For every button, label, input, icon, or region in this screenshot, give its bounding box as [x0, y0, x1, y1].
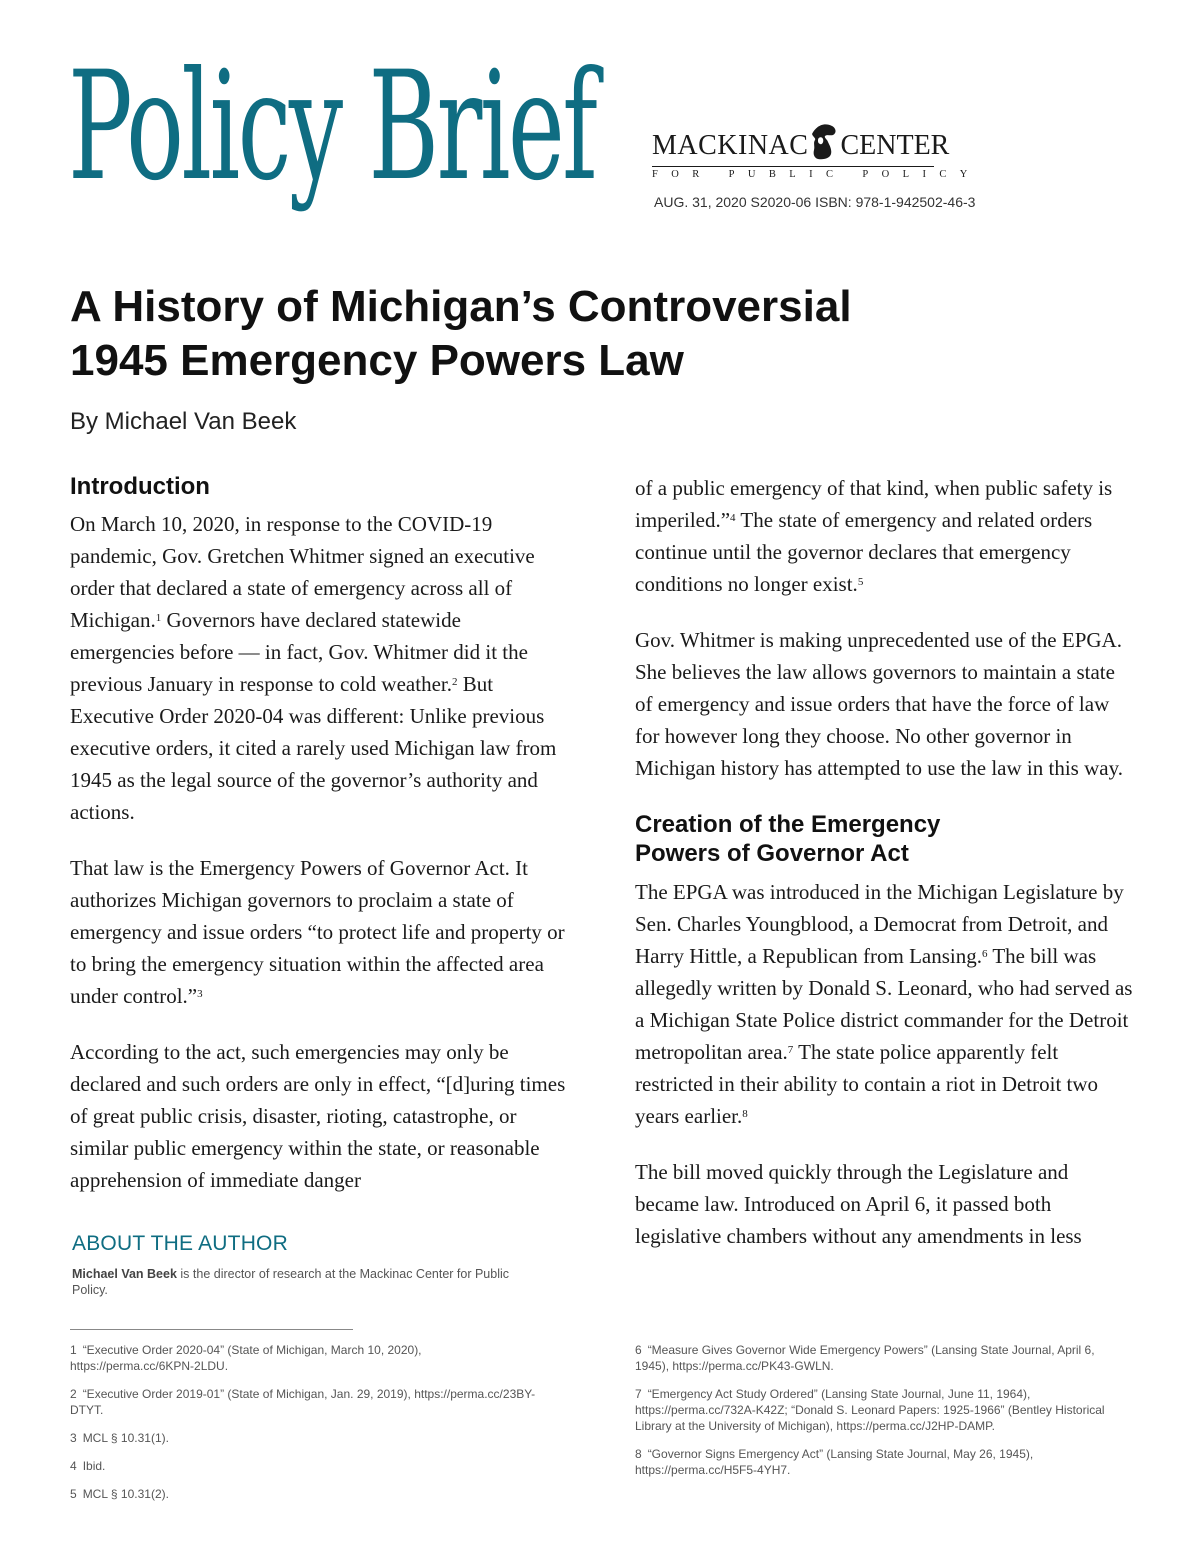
paragraph-intro	[70, 508, 570, 828]
paragraph-whitmer	[635, 624, 1135, 784]
org-name-left: MACKINAC	[652, 130, 809, 161]
right-column	[635, 472, 1135, 1252]
mackinac-center-logo	[652, 120, 981, 180]
policy-brief-title: Policy Brief	[68, 40, 596, 214]
article-title	[70, 280, 1130, 388]
footnote-text: MCL § 10.31(2).	[82, 1487, 169, 1501]
footnote-ref[interactable]: 5	[857, 576, 864, 588]
org-name-right: CENTER	[840, 130, 950, 161]
footnotes-right	[635, 1342, 1125, 1490]
paragraph-text: The EPGA was introduced in the Michigan Legislature by Sen. Charles Youngblood, a Democrat from Detroit, and Harry Hittle, a Republican from Lansing.	[635, 880, 1124, 968]
footnote-ref[interactable]: 4	[730, 512, 736, 524]
footnote-item	[635, 1342, 1125, 1374]
footnote-divider	[70, 1329, 353, 1330]
footnote-item	[70, 1342, 540, 1374]
article-title-line2: 1945 Emergency Powers Law	[70, 336, 684, 385]
about-heading: ABOUT THE AUTHOR	[72, 1232, 288, 1255]
paragraph-text: The state police apparently felt restricted in their ability to contain a riot in Detroit two years earlier.	[635, 1040, 1099, 1128]
footnote-item	[70, 1458, 540, 1474]
footnote-text: “Measure Gives Governor Wide Emergency Powers” (Lansing State Journal, April 6, 1945), https://perma.cc/PK43-GWLN.	[635, 1343, 1095, 1373]
paragraph-text: Gov. Whitmer is making unprecedented use of the EPGA. She believes the law allows governors to maintain a state of emergency and issue orders that have the force of law for however long they choose. No other governor in Michigan history has attempted to use the law in this way.	[635, 628, 1123, 780]
footnote-number: 1	[70, 1343, 77, 1357]
about-text	[72, 1266, 542, 1298]
paragraph-text: The bill was allegedly written by Donald S. Leonard, who had served as a Michigan State Police district commander for the Detroit metropolitan area.	[635, 944, 1133, 1064]
paragraph-text: On March 10, 2020, in response to the COVID-19 pandemic, Gov. Gretchen Whitmer signed an executive order that declared a state of emergency across all of Michigan.	[70, 512, 535, 632]
footnote-number: 8	[635, 1447, 642, 1461]
footnote-item	[635, 1386, 1125, 1434]
author-bio: is the director of research at the Mackinac Center for Public Policy.	[72, 1267, 510, 1297]
footnote-number: 7	[635, 1387, 642, 1401]
paragraph-act	[70, 1036, 570, 1196]
paragraph-text: The state of emergency and related orders continue until the governor declares that emergency conditions no longer exist.	[635, 508, 1093, 596]
section-heading-line1: Creation of the Emergency	[635, 811, 941, 838]
footnote-text: “Emergency Act Study Ordered” (Lansing State Journal, June 11, 1964), https://perma.cc/732A-K42Z; “Donald S. Leonard Papers: 1925-1966” (Bentley Historical Library at the University of Michigan), https://perma.cc/J2HP-DAMP.	[635, 1387, 1105, 1433]
author-name: Michael Van Beek	[72, 1267, 177, 1281]
section-heading-line2: Powers of Governor Act	[635, 840, 909, 867]
paragraph-text: The bill moved quickly through the Legislature and became law. Introduced on April 6, it passed both legislative chambers without any amendments in less	[635, 1160, 1082, 1248]
org-tagline: FOR PUBLIC POLICY	[652, 166, 934, 180]
paragraph-epga-intro	[635, 876, 1135, 1132]
footnote-number: 3	[70, 1431, 77, 1445]
paragraph-text: Governors have declared statewide emergencies before — in fact, Gov. Whitmer did it the previous January in response to cold weather.	[70, 608, 528, 696]
footnote-item	[70, 1386, 540, 1418]
about-the-author	[72, 1232, 542, 1298]
paragraph-law	[70, 852, 570, 1012]
footnote-number: 2	[70, 1387, 77, 1401]
footnote-item	[635, 1446, 1125, 1478]
footnote-ref[interactable]: 3	[197, 988, 203, 1000]
publication-info: AUG. 31, 2020 S2020-06 ISBN: 978-1-942502-46-3	[654, 194, 976, 210]
footnote-ref[interactable]: 8	[742, 1108, 748, 1120]
paragraph-text: But Executive Order 2020-04 was different: Unlike previous executive orders, it cited a rarely used Michigan law from 1945 as the legal source of the governor’s authority and actions.	[70, 672, 557, 824]
footnote-number: 5	[70, 1487, 77, 1501]
paragraph-bill	[635, 1156, 1135, 1252]
paragraph-text: of a public emergency of that kind, when public safety is imperiled.”	[635, 476, 1113, 532]
section-heading-creation	[635, 810, 1135, 868]
footnote-ref[interactable]: 7	[787, 1044, 794, 1056]
footnote-text: “Executive Order 2020-04” (State of Michigan, March 10, 2020), https://perma.cc/6KPN-2LDU.	[70, 1343, 422, 1373]
paragraph-text: According to the act, such emergencies may only be declared and such orders are only in effect, “[d]uring times of great public crisis, disaster, rioting, catastrophe, or similar public emergency within the state, or reasonable apprehension of immediate danger	[70, 1040, 566, 1192]
footnote-text: Ibid.	[82, 1459, 106, 1473]
footnote-text: “Governor Signs Emergency Act” (Lansing State Journal, May 26, 1945), https://perma.cc/H5F5-4YH7.	[635, 1447, 1034, 1477]
left-column	[70, 472, 570, 1196]
footnote-ref[interactable]: 2	[451, 676, 458, 688]
footnote-text: MCL § 10.31(1).	[82, 1431, 169, 1445]
footnote-ref[interactable]: 1	[155, 612, 162, 624]
footnote-item	[70, 1486, 540, 1502]
michigan-mitten-icon	[810, 120, 838, 160]
article-title-line1: A History of Michigan’s Controversial	[70, 282, 852, 331]
footnote-item	[70, 1430, 540, 1446]
footnote-number: 6	[635, 1343, 642, 1357]
footnotes-left	[70, 1342, 540, 1514]
section-heading-introduction: Introduction	[70, 473, 210, 500]
paragraph-act-continued	[635, 472, 1135, 600]
paragraph-text: That law is the Emergency Powers of Governor Act. It authorizes Michigan governors to proclaim a state of emergency and issue orders “to protect life and property or to bring the emergency situation within the affected area under control.”	[70, 856, 565, 1008]
footnote-number: 4	[70, 1459, 77, 1473]
footnote-ref[interactable]: 6	[981, 948, 988, 960]
footnote-text: “Executive Order 2019-01” (State of Michigan, Jan. 29, 2019), https://perma.cc/23BY-DTYT.	[70, 1387, 536, 1417]
byline: By Michael Van Beek	[70, 408, 297, 435]
